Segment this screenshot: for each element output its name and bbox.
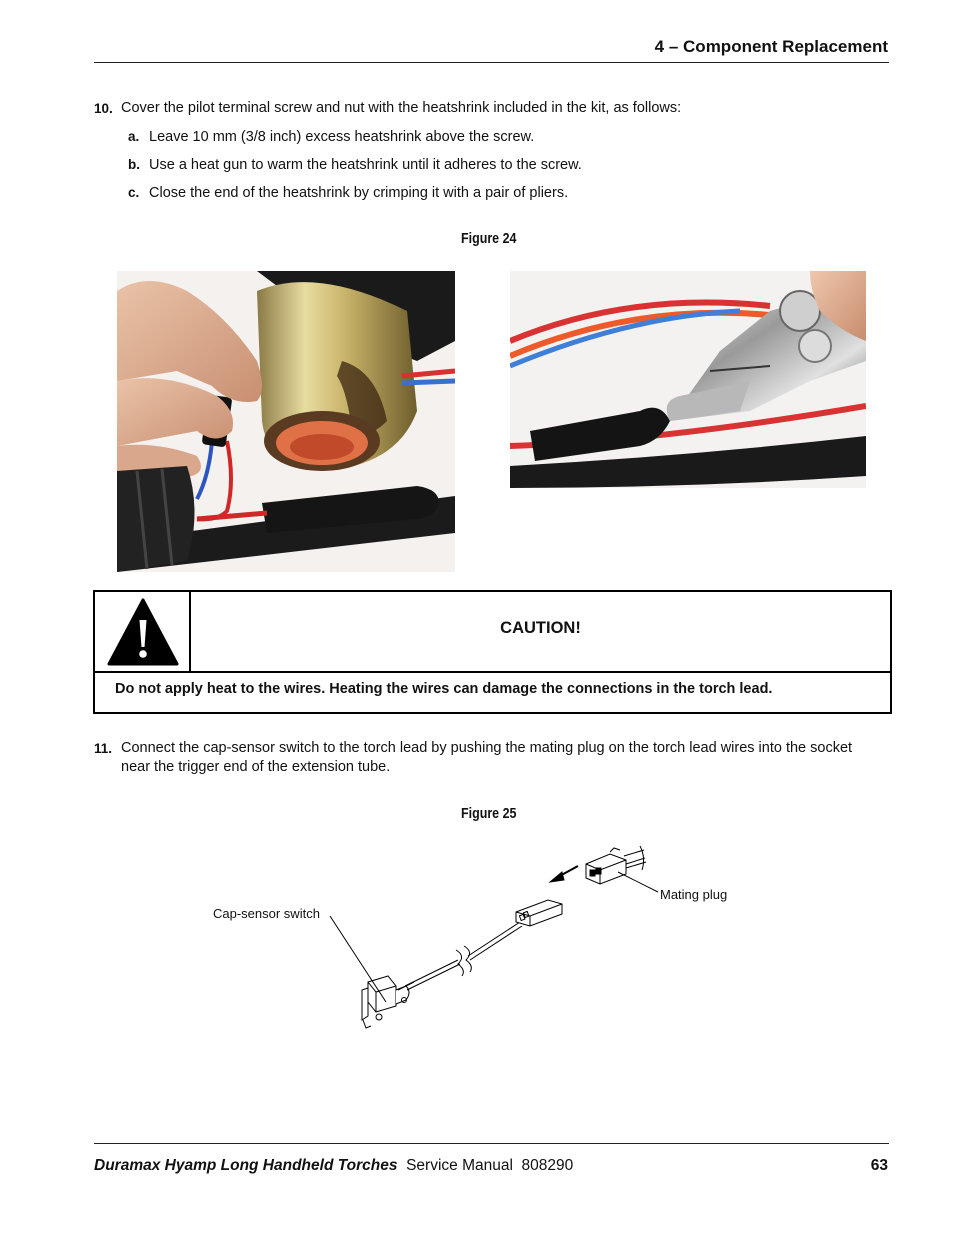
book-title: Duramax Hyamp Long Handheld Torches	[94, 1157, 398, 1174]
figure-25-label: Figure 25	[461, 806, 517, 822]
substep-letter: a.	[128, 129, 140, 144]
caution-icon-cell	[95, 592, 191, 671]
substep-c	[128, 183, 568, 203]
mating-plug-callout: Mating plug	[660, 887, 728, 902]
footer-rule	[94, 1143, 889, 1144]
heat-gun-photo	[117, 271, 455, 572]
step-11	[94, 739, 894, 779]
mating-plug-drawing	[586, 846, 646, 884]
substep-b	[128, 155, 582, 175]
step-text-line-2: near the trigger end of the extension tube.	[121, 759, 391, 775]
caution-box	[93, 590, 892, 714]
cap-sensor-switch-callout: Cap-sensor switch	[213, 906, 320, 921]
footer-text	[94, 1157, 573, 1175]
socket-drawing	[516, 900, 562, 926]
caution-divider	[95, 671, 890, 673]
step-10	[94, 99, 894, 119]
step-number: 11.	[94, 741, 113, 756]
figure-24-label: Figure 24	[461, 231, 517, 247]
step-text-line-1: Connect the cap-sensor switch to the torch lead by pushing the mating plug on the torch lead wires into the socket	[121, 740, 853, 756]
cap-sensor-diagram	[200, 840, 760, 1040]
step-text: Cover the pilot terminal screw and nut with the heatshrink included in the kit, as follows:	[121, 100, 682, 116]
cap-sensor-switch-drawing	[362, 976, 414, 1028]
caution-body: Do not apply heat to the wires. Heating the wires can damage the connections in the torch lead.	[115, 681, 773, 697]
substep-letter: b.	[128, 157, 140, 172]
manual-type: Service Manual	[406, 1157, 513, 1174]
part-number: 808290	[521, 1157, 574, 1174]
caution-title: CAUTION!	[500, 619, 581, 637]
substep-text: Close the end of the heatshrink by crimping it with a pair of pliers.	[149, 185, 569, 201]
section-title: 4 – Component Replacement	[654, 37, 888, 56]
substep-text: Leave 10 mm (3/8 inch) excess heatshrink above the screw.	[149, 129, 535, 145]
substep-a	[128, 127, 534, 147]
header-rule	[94, 62, 889, 63]
substep-letter: c.	[128, 185, 140, 200]
pliers-photo	[510, 271, 866, 488]
substep-text: Use a heat gun to warm the heatshrink until it adheres to the screw.	[149, 157, 582, 173]
page-number: 63	[870, 1157, 888, 1174]
warning-triangle-icon	[95, 592, 189, 671]
arrow-icon	[550, 872, 564, 882]
step-number: 10.	[94, 101, 113, 116]
